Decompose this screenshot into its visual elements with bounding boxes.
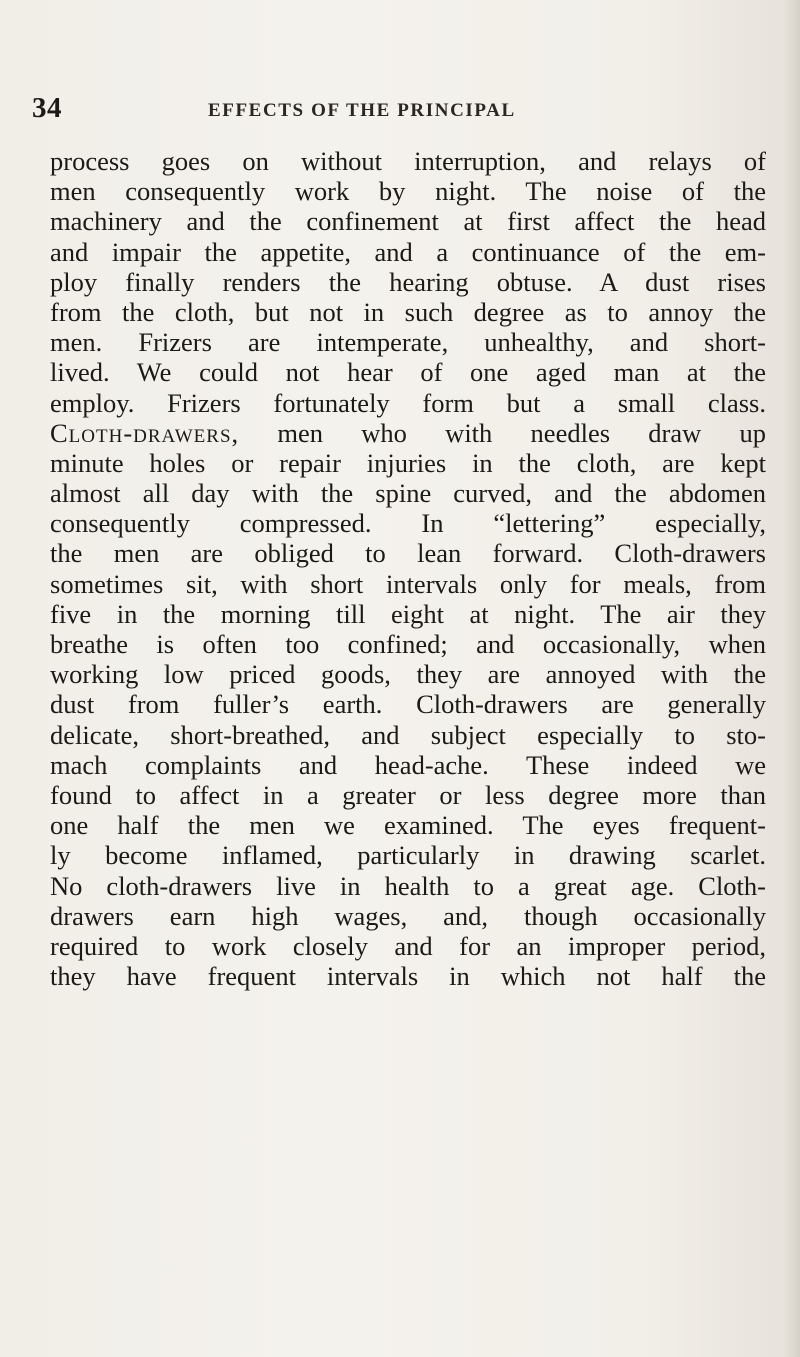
text-line: drawers earn high wages, and, though occasionally: [50, 900, 766, 931]
text-line: they have frequent intervals in which not half the: [50, 961, 766, 992]
text-line: mach complaints and head-ache. These indeed we: [50, 749, 766, 780]
text-line: ly become inflamed, particularly in drawing scarlet.: [50, 840, 766, 871]
text-line: consequently compressed. In “lettering” especially,: [50, 508, 766, 539]
text-line: minute holes or repair injuries in the cloth, are kept: [50, 447, 766, 478]
text-line: dust from fuller’s earth. Cloth-drawers are generally: [50, 689, 766, 720]
text-line: five in the morning till eight at night. The air they: [50, 598, 766, 629]
body-text: [50, 146, 766, 991]
text-line: breathe is often too confined; and occasionally, when: [50, 629, 766, 659]
text-line: found to affect in a greater or less degree more than: [50, 779, 766, 810]
text-line: required to work closely and for an improper period,: [50, 930, 766, 961]
page-number: 34: [32, 92, 62, 124]
text-line-section-start: Cloth-drawers, men who with needles draw up: [50, 417, 766, 448]
text-line: men. Frizers are intemperate, unhealthy, and short-: [50, 327, 766, 358]
text-line: ploy finally renders the hearing obtuse. A dust rises: [50, 266, 766, 297]
text-line: No cloth-drawers live in health to a great age. Cloth-: [50, 870, 766, 901]
text-line: and impair the appetite, and a continuance of the em-: [50, 236, 766, 267]
text-line: machinery and the confinement at first affect the head: [50, 206, 766, 237]
text-line: men consequently work by night. The noise of the: [50, 176, 766, 207]
running-head: [32, 92, 772, 132]
page-edge-shadow: [784, 0, 800, 1357]
text-line: the men are obliged to lean forward. Cloth-drawers: [50, 538, 766, 569]
text-line: delicate, short-breathed, and subject especially to sto-: [50, 719, 766, 750]
text-line: one half the men we examined. The eyes frequent-: [50, 810, 766, 841]
text-line: sometimes sit, with short intervals only for meals, from: [50, 568, 766, 599]
text-line: almost all day with the spine curved, and the abdomen: [50, 478, 766, 509]
section-lead-in: Cloth-drawers,: [50, 417, 240, 448]
running-title: EFFECTS OF THE PRINCIPAL: [208, 100, 516, 121]
text-line: from the cloth, but not in such degree as to annoy the: [50, 296, 766, 327]
text-line: employ. Frizers fortunately form but a small class.: [50, 387, 766, 418]
text-line: lived. We could not hear of one aged man at the: [50, 357, 766, 388]
text-line: process goes on without interruption, and relays of: [50, 146, 766, 176]
text-line: working low priced goods, they are annoyed with the: [50, 659, 766, 690]
